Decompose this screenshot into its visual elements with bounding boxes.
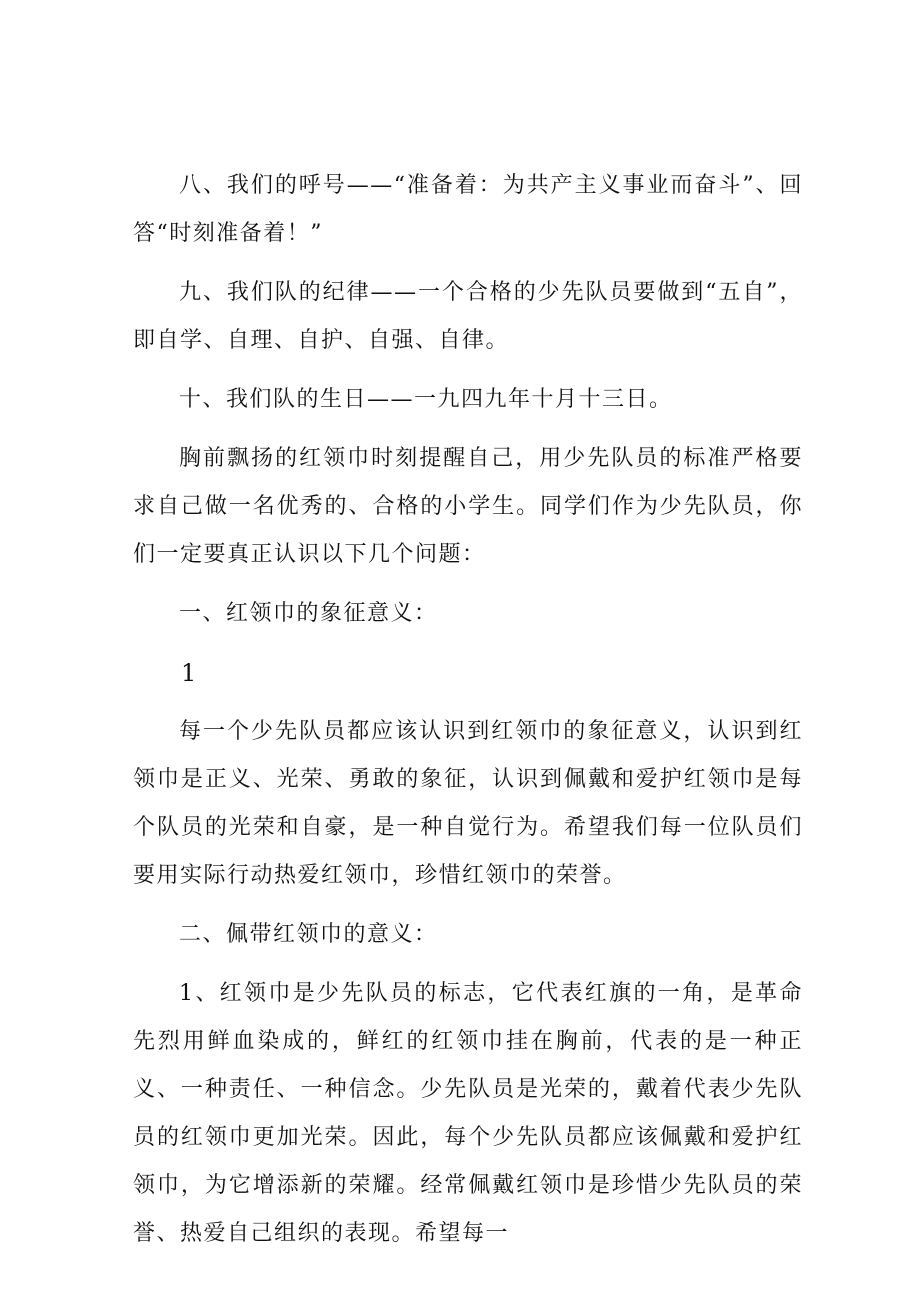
paragraph-discipline: 九、我们队的纪律——一个合格的少先队员要做到“五自”，即自学、自理、自护、自强、自律。 xyxy=(133,280,803,353)
paragraph-wearing-meaning: 1、红领巾是少先队员的标志，它代表红旗的一角，是革命先烈用鲜血染成的，鲜红的红领巾挂在胸前，代表的是一种正义、一种责任、一种信念。少先队员是光荣的，戴着代表少先队员的红领巾更加光荣。因此，每个少先队员都应该佩戴和爱护红领巾，为它增添新的荣耀。经常佩戴红领巾是珍惜少先队员的荣誉、热爱自己组织的表现。希望每一 xyxy=(133,981,803,1246)
document-body xyxy=(133,162,803,1269)
section-heading-symbolic-meaning: 一、红领巾的象征意义： xyxy=(179,601,438,626)
section-heading-wearing-meaning: 二、佩带红领巾的意义： xyxy=(179,922,438,947)
paragraph-slogan: 八、我们的呼号——“准备着：为共产主义事业而奋斗”、回答“时刻准备着！” xyxy=(133,173,803,246)
paragraph-intro: 胸前飘扬的红领巾时刻提醒自己，用少先队员的标准严格要求自己做一名优秀的、合格的小学生。同学们作为少先队员，你们一定要真正认识以下几个问题： xyxy=(133,446,803,567)
paragraph-symbolic-meaning: 每一个少先队员都应该认识到红领巾的象征意义，认识到红领巾是正义、光荣、勇敢的象征，认识到佩戴和爱护红领巾是每个队员的光荣和自豪，是一种自觉行为。希望我们每一位队员们要用实际行动热爱红领巾，珍惜红领巾的荣誉。 xyxy=(133,719,803,888)
item-number: 1 xyxy=(181,659,198,687)
paragraph-birthday: 十、我们队的生日——一九四九年十月十三日。 xyxy=(179,387,673,412)
